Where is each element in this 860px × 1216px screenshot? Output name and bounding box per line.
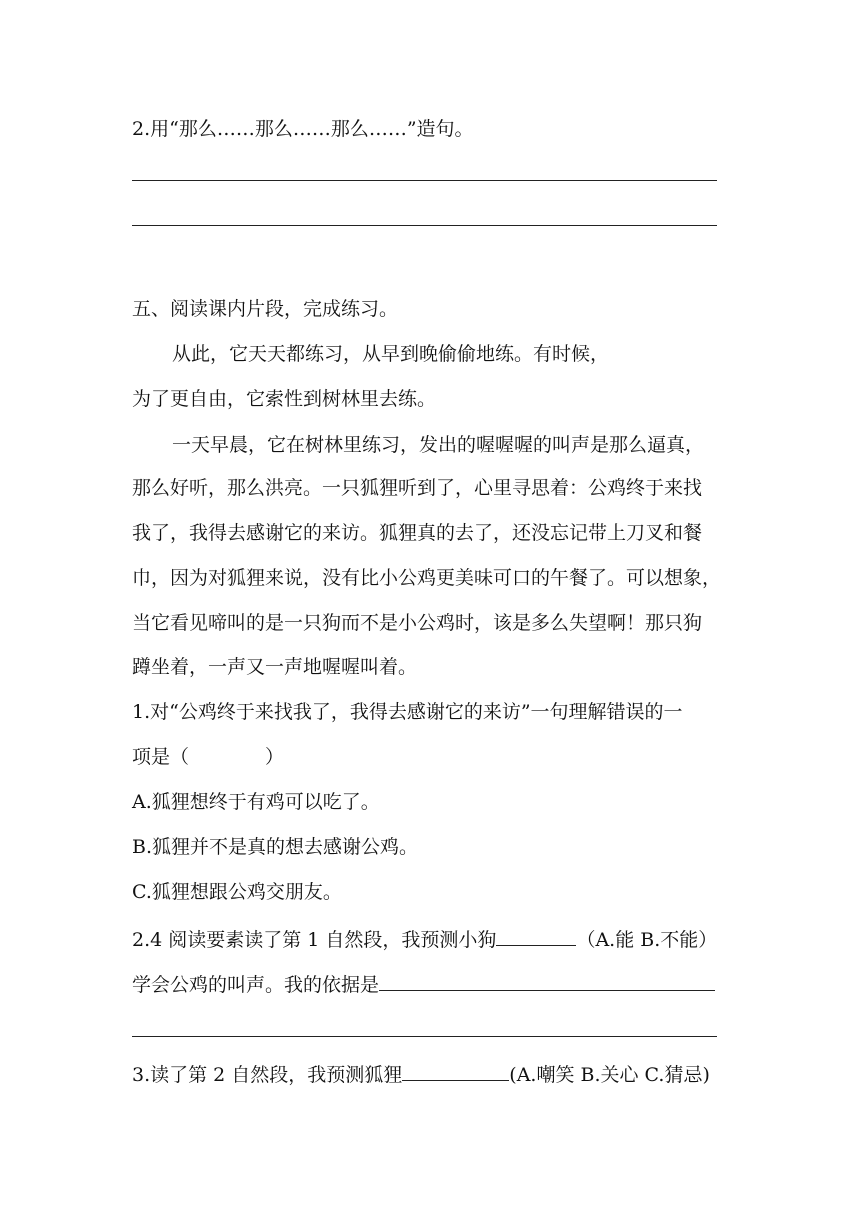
- fill-in-blank[interactable]: [402, 1060, 509, 1081]
- question-line: [132, 1060, 710, 1087]
- question-line: [132, 970, 715, 997]
- fill-in-blank[interactable]: [496, 925, 576, 946]
- choices-text: （A.能 B.不能）: [576, 929, 718, 951]
- question-text: 2.用“那么……那么……那么……”造句。: [132, 118, 474, 140]
- passage-line: 为了更自由，它索性到树林里去练。: [132, 388, 437, 410]
- passage-line: 一天早晨，它在树林里练习，发出的喔喔喔的叫声是那么逼真，: [172, 434, 705, 456]
- passage-line: 当它看见啼叫的是一只狗而不是小公鸡时，该是多么失望啊！那只狗: [132, 612, 703, 634]
- answer-line[interactable]: [132, 1036, 717, 1037]
- option-a[interactable]: A.狐狸想终于有鸡可以吃了。: [132, 791, 380, 813]
- option-c[interactable]: C.狐狸想跟公鸡交朋友。: [132, 881, 342, 903]
- question-text: 3.读了第 2 自然段，我预测狐狸: [132, 1064, 403, 1086]
- answer-line[interactable]: [132, 225, 717, 226]
- option-b[interactable]: B.狐狸并不是真的想去感谢公鸡。: [132, 836, 419, 858]
- question-text[interactable]: 项是（ ）: [132, 746, 285, 768]
- question-text: 学会公鸡的叫声。我的依据是: [132, 974, 380, 996]
- fill-in-blank[interactable]: [379, 970, 715, 991]
- question-text: 1.对“公鸡终于来找我了，我得去感谢它的来访”一句理解错误的一: [132, 701, 683, 723]
- passage-line: 巾，因为对狐狸来说，没有比小公鸡更美味可口的午餐了。可以想象，: [132, 567, 722, 589]
- question-line: [132, 925, 717, 952]
- passage-line: 蹲坐着，一声又一声地喔喔叫着。: [132, 656, 418, 678]
- section-heading: 五、阅读课内片段，完成练习。: [132, 298, 399, 320]
- choices-text: (A.嘲笑 B.关心 C.猜忌): [509, 1064, 710, 1086]
- passage-line: 从此，它天天都练习，从早到晚偷偷地练。有时候，: [172, 343, 610, 365]
- passage-line: 我了，我得去感谢它的来访。狐狸真的去了，还没忘记带上刀叉和餐: [132, 522, 703, 544]
- question-text: 2.4 阅读要素读了第 1 自然段，我预测小狗: [132, 929, 497, 951]
- answer-line[interactable]: [132, 180, 717, 181]
- passage-line: 那么好听，那么洪亮。一只狐狸听到了，心里寻思着：公鸡终于来找: [132, 477, 703, 499]
